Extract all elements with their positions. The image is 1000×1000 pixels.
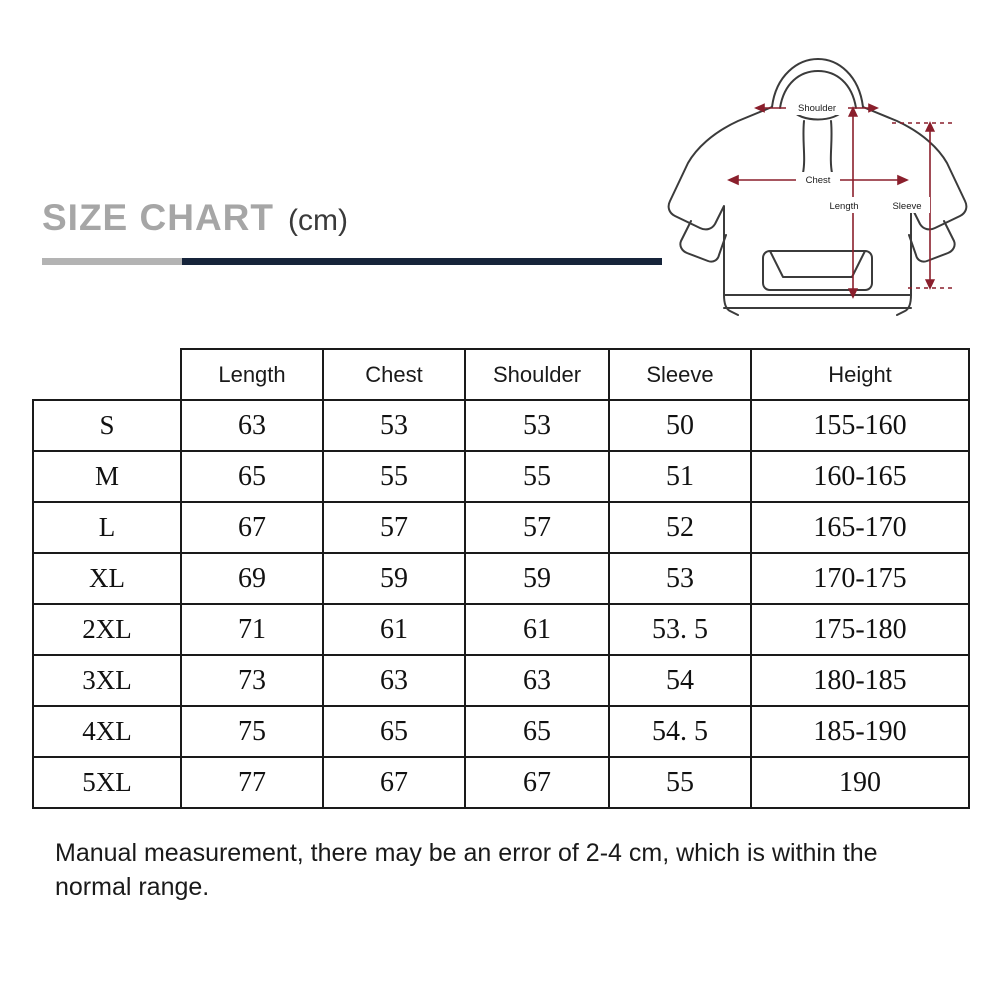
cell-size: 3XL bbox=[33, 655, 181, 706]
label-length: Length bbox=[829, 201, 859, 212]
cell-height: 190 bbox=[751, 757, 969, 808]
cell-shoulder: 59 bbox=[465, 553, 609, 604]
cell-size: 5XL bbox=[33, 757, 181, 808]
cell-shoulder: 55 bbox=[465, 451, 609, 502]
cell-shoulder: 63 bbox=[465, 655, 609, 706]
cell-length: 75 bbox=[181, 706, 323, 757]
table-row bbox=[33, 451, 969, 502]
table-header-row bbox=[33, 349, 969, 400]
table-row bbox=[33, 502, 969, 553]
column-header-size bbox=[33, 349, 181, 400]
cell-height: 155-160 bbox=[751, 400, 969, 451]
table-row bbox=[33, 757, 969, 808]
cell-sleeve: 54. 5 bbox=[609, 706, 751, 757]
cell-size: 2XL bbox=[33, 604, 181, 655]
label-shoulder: Shoulder bbox=[797, 103, 837, 114]
unit-label: (cm) bbox=[288, 204, 348, 237]
cell-chest: 63 bbox=[323, 655, 465, 706]
label-chest: Chest bbox=[805, 175, 831, 186]
cell-length: 65 bbox=[181, 451, 323, 502]
title-row bbox=[42, 196, 682, 244]
cell-height: 170-175 bbox=[751, 553, 969, 604]
table-row bbox=[33, 706, 969, 757]
cell-length: 63 bbox=[181, 400, 323, 451]
table-row bbox=[33, 400, 969, 451]
cell-length: 67 bbox=[181, 502, 323, 553]
cell-chest: 67 bbox=[323, 757, 465, 808]
underline-gray-segment bbox=[42, 258, 182, 265]
column-header-chest: Chest bbox=[323, 349, 465, 400]
cell-shoulder: 57 bbox=[465, 502, 609, 553]
cell-shoulder: 65 bbox=[465, 706, 609, 757]
cell-chest: 53 bbox=[323, 400, 465, 451]
title-block bbox=[42, 196, 682, 276]
cell-size: 4XL bbox=[33, 706, 181, 757]
cell-chest: 61 bbox=[323, 604, 465, 655]
table-row bbox=[33, 604, 969, 655]
column-header-sleeve: Sleeve bbox=[609, 349, 751, 400]
size-chart-table bbox=[32, 348, 970, 809]
cell-size: M bbox=[33, 451, 181, 502]
column-header-shoulder: Shoulder bbox=[465, 349, 609, 400]
cell-shoulder: 53 bbox=[465, 400, 609, 451]
table-row bbox=[33, 655, 969, 706]
cell-height: 160-165 bbox=[751, 451, 969, 502]
cell-length: 77 bbox=[181, 757, 323, 808]
cell-chest: 59 bbox=[323, 553, 465, 604]
table-row bbox=[33, 553, 969, 604]
cell-length: 71 bbox=[181, 604, 323, 655]
cell-height: 185-190 bbox=[751, 706, 969, 757]
cell-sleeve: 52 bbox=[609, 502, 751, 553]
cell-chest: 55 bbox=[323, 451, 465, 502]
page-title: SIZE CHART bbox=[42, 197, 274, 238]
cell-shoulder: 61 bbox=[465, 604, 609, 655]
cell-height: 175-180 bbox=[751, 604, 969, 655]
cell-sleeve: 54 bbox=[609, 655, 751, 706]
underline-dark-segment bbox=[182, 258, 662, 265]
cell-sleeve: 51 bbox=[609, 451, 751, 502]
column-header-length: Length bbox=[181, 349, 323, 400]
cell-sleeve: 55 bbox=[609, 757, 751, 808]
title-underline bbox=[42, 258, 662, 265]
cell-height: 165-170 bbox=[751, 502, 969, 553]
cell-chest: 57 bbox=[323, 502, 465, 553]
cell-height: 180-185 bbox=[751, 655, 969, 706]
cell-size: S bbox=[33, 400, 181, 451]
label-sleeve: Sleeve bbox=[892, 201, 922, 212]
cell-sleeve: 53 bbox=[609, 553, 751, 604]
column-header-height: Height bbox=[751, 349, 969, 400]
cell-length: 69 bbox=[181, 553, 323, 604]
cell-shoulder: 67 bbox=[465, 757, 609, 808]
cell-sleeve: 53. 5 bbox=[609, 604, 751, 655]
hoodie-measurement-diagram bbox=[660, 45, 970, 340]
cell-size: XL bbox=[33, 553, 181, 604]
cell-length: 73 bbox=[181, 655, 323, 706]
measurement-disclaimer: Manual measurement, there may be an error of 2-4 cm, which is within the normal range. bbox=[55, 839, 878, 901]
cell-sleeve: 50 bbox=[609, 400, 751, 451]
size-table-container bbox=[32, 348, 968, 809]
cell-chest: 65 bbox=[323, 706, 465, 757]
cell-size: L bbox=[33, 502, 181, 553]
